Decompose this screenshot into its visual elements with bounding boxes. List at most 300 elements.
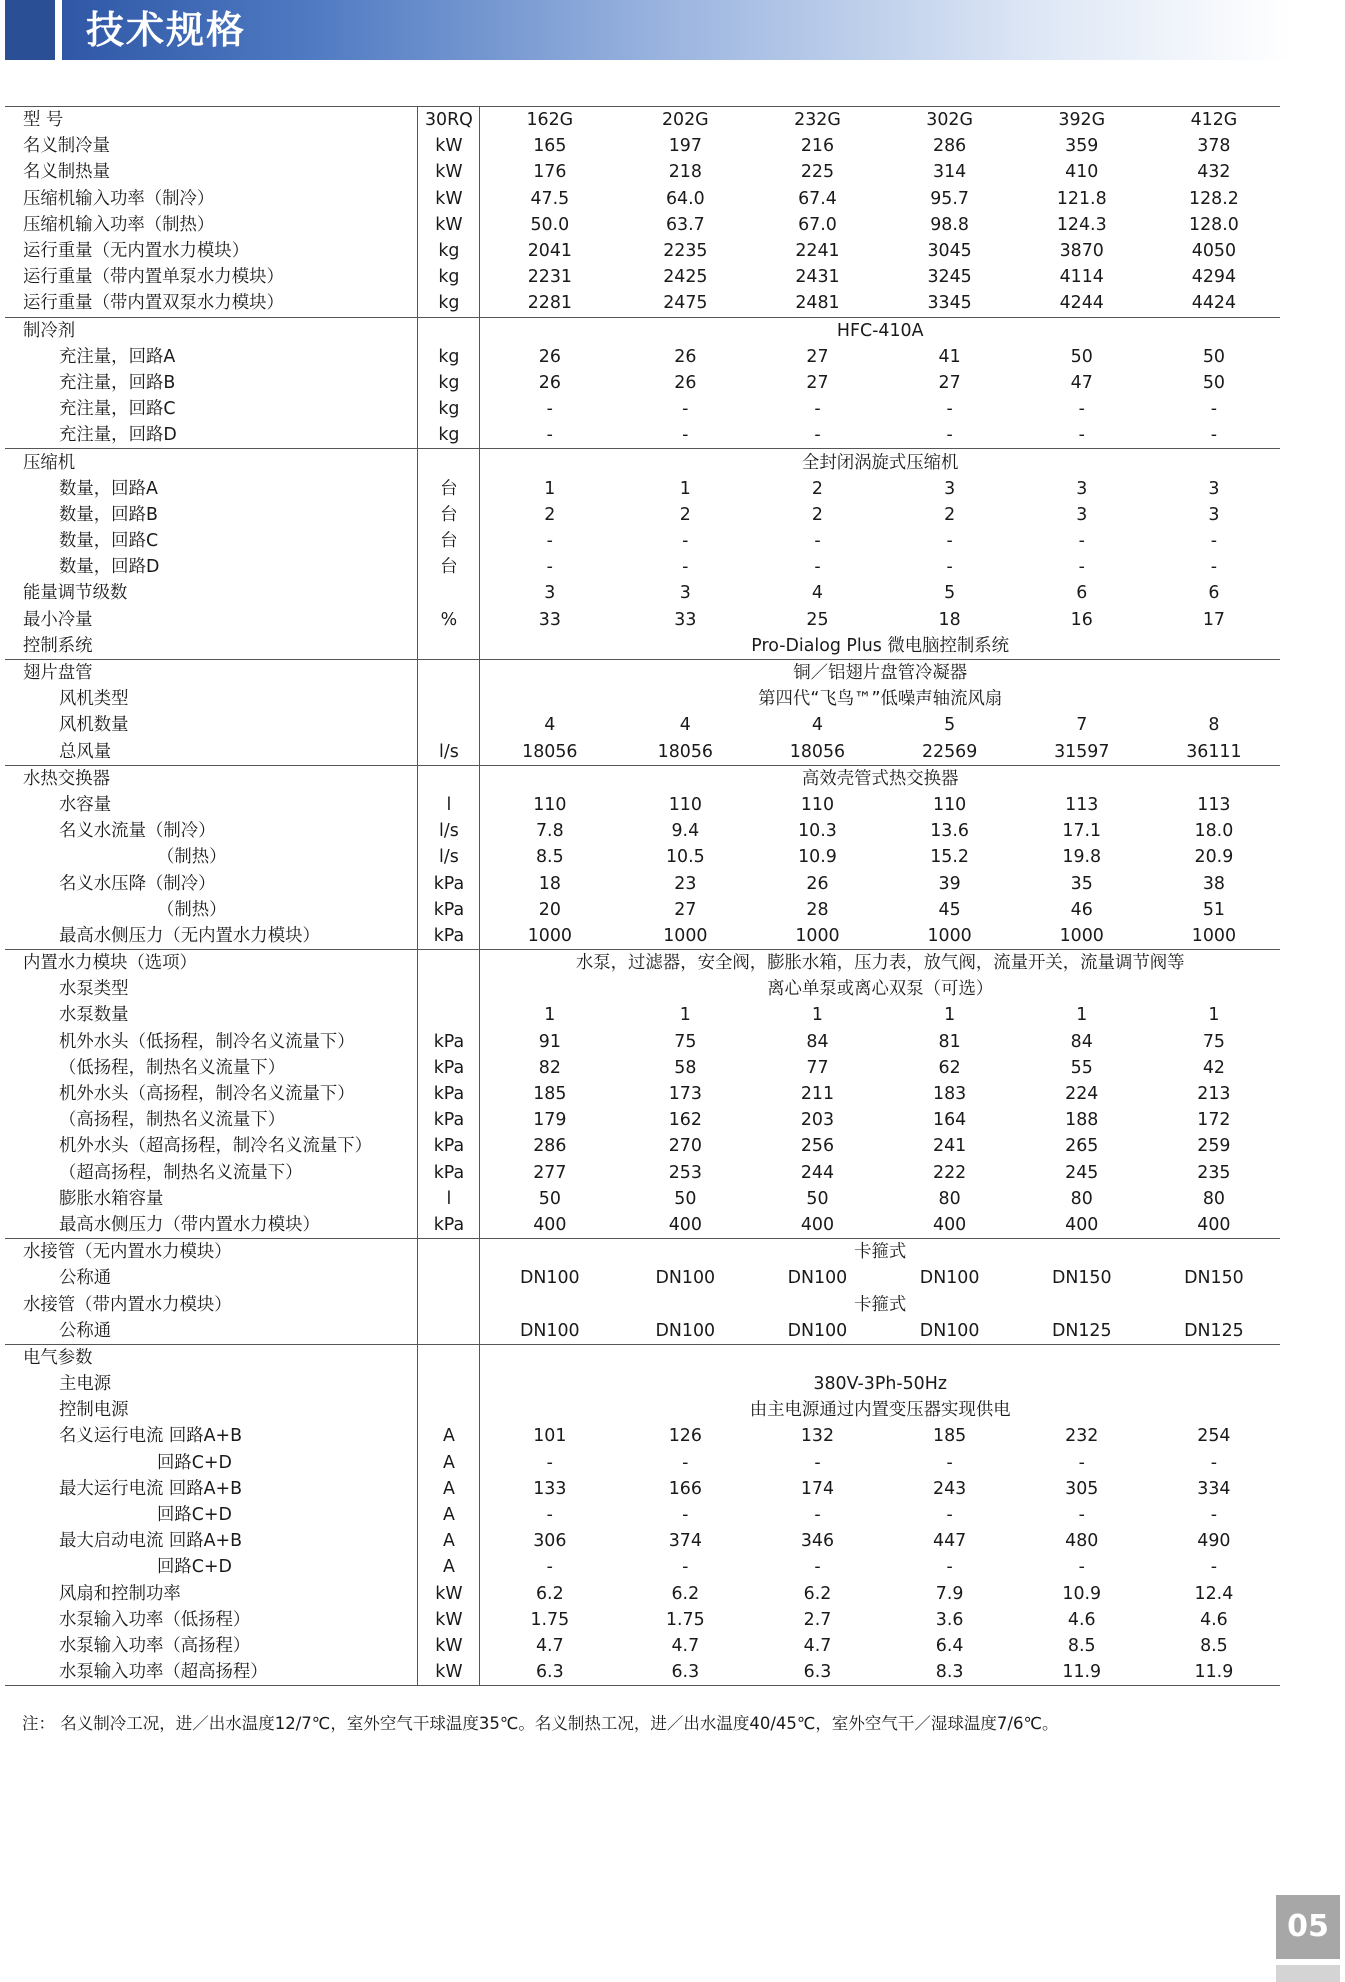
cell-value: 314 [933,162,967,183]
cell-value: 277 [533,1162,567,1183]
cell-value: 26 [674,372,697,393]
table-row [5,870,1280,896]
row-unit: 台 [418,554,480,580]
cell-value: 1 [679,1005,691,1026]
table-row [5,659,1280,686]
cell-value: 3245 [927,267,972,288]
cell-value: 3 [1208,504,1220,525]
cell-value: 3 [1208,478,1220,499]
row-unit: A [418,1554,480,1580]
cell-value: 183 [933,1084,967,1105]
row-unit [418,1265,480,1291]
row-unit: kg [418,238,480,264]
cell-value: 133 [533,1478,567,1499]
table-row [5,792,1280,818]
cell-value: 4.7 [803,1635,832,1656]
cell-value: 20.9 [1194,847,1234,868]
table-row [5,1659,1280,1686]
row-unit [418,449,480,476]
table-row [5,186,1280,212]
table-row [5,1476,1280,1502]
cell-value: - [682,557,689,578]
cell-value: 410 [1065,162,1099,183]
cell-value: - [546,1452,553,1473]
cell-value: DN100 [919,1320,980,1341]
cell-value: 4294 [1191,267,1237,288]
table-row [5,1633,1280,1659]
row-unit: kPa [418,1029,480,1055]
cell-value: 13.6 [930,821,969,842]
row-label: （低扬程，制热名义流量下） [59,1057,286,1078]
row-label: 压缩机 [5,449,418,476]
cell-value: 95.7 [930,188,969,209]
cell-value: 81 [938,1031,961,1052]
row-unit: kW [418,1581,480,1607]
cell-value: 7 [1076,715,1088,736]
row-label: 总风量 [59,741,112,762]
row-label: （制热） [157,847,227,868]
cell-value: 232 [1065,1426,1099,1447]
cell-value: - [682,425,689,446]
cell-value: 374 [668,1531,702,1552]
cell-value: DN100 [787,1268,848,1289]
spanned-value: 由主电源通过内置变压器实现供电 [749,1400,1011,1421]
row-label: 充注量，回路D [59,425,177,446]
row-unit: kg [418,344,480,370]
table-row [5,554,1280,580]
cell-value: - [682,531,689,552]
cell-value: 80 [1202,1188,1225,1209]
cell-value: 26 [538,372,561,393]
cell-value: - [546,425,553,446]
cell-value: 98.8 [930,214,969,235]
row-unit: kPa [418,1081,480,1107]
cell-value: - [682,1557,689,1578]
cell-value: - [1078,531,1085,552]
cell-value: - [814,557,821,578]
table-row [5,765,1280,792]
cell-value: 26 [674,346,697,367]
cell-value: DN150 [1184,1268,1244,1289]
cell-value: 400 [668,1214,702,1235]
cell-value: 67.0 [798,214,837,235]
row-unit: kW [418,1633,480,1659]
cell-value: - [814,1505,821,1526]
cell-value: 1 [1208,1005,1220,1026]
row-unit: A [418,1528,480,1554]
row-label: 回路C+D [157,1505,232,1526]
cell-value: 101 [533,1426,567,1447]
series-label: 30RQ [418,107,480,134]
cell-value: 1000 [1191,925,1237,946]
cell-value: 1000 [795,925,840,946]
table-row [5,344,1280,370]
cell-value: - [1078,425,1085,446]
cell-value: 216 [800,136,835,157]
cell-value: 334 [1197,1478,1231,1499]
cell-value: 10.3 [798,821,837,842]
cell-value: - [546,531,553,552]
cell-value: 166 [668,1478,702,1499]
row-unit: kPa [418,923,480,950]
cell-value: 4050 [1191,241,1237,262]
footnote: 注： 名义制冷工况，进／出水温度12/7℃，室外空气干球温度35℃。名义制热工况，进／出水温度40/45℃，室外空气干／湿球温度7/6℃。 [22,1714,1059,1733]
cell-value: 400 [1065,1214,1099,1235]
cell-value: 179 [533,1110,567,1131]
cell-value: DN150 [1051,1268,1112,1289]
cell-value: 2475 [663,293,708,314]
table-row [5,950,1280,977]
cell-value: 110 [533,794,567,815]
cell-value: 1 [944,1005,956,1026]
row-label: 控制系统 [23,635,93,656]
row-unit: kW [418,212,480,238]
cell-value: 84 [806,1031,829,1052]
cell-value: - [946,531,953,552]
cell-value: - [1210,531,1218,552]
cell-value: 172 [1197,1110,1231,1131]
cell-value: 124.3 [1056,214,1107,235]
row-label: 充注量，回路A [59,346,176,367]
cell-value: 4 [544,715,556,736]
cell-value: 27 [938,372,961,393]
cell-value: 10.5 [665,847,705,868]
row-label: 充注量，回路B [59,372,176,393]
cell-value: 235 [1197,1162,1231,1183]
cell-value: 91 [538,1031,561,1052]
table-row [5,1397,1280,1423]
cell-value: 1 [1076,1005,1088,1026]
cell-value: 18.0 [1194,821,1234,842]
cell-value: 39 [938,873,961,894]
table-row [5,1029,1280,1055]
cell-value: 46 [1070,899,1093,920]
row-unit [418,686,480,712]
cell-value: - [946,399,953,420]
cell-value: 42 [1202,1057,1225,1078]
row-unit [418,633,480,660]
table-row [5,1291,1280,1317]
cell-value: 25 [806,609,829,630]
cell-value: 213 [1197,1084,1231,1105]
cell-value: 17 [1202,609,1225,630]
row-label: （制热） [157,899,227,920]
table-row [5,580,1280,606]
row-unit [418,712,480,738]
cell-value: 27 [806,372,829,393]
cell-value: - [1078,557,1085,578]
cell-value: 359 [1065,136,1099,157]
cell-value: - [814,1452,821,1473]
cell-value: 50.0 [530,214,570,235]
cell-value: 11.9 [1148,1659,1280,1686]
cell-value: DN125 [1184,1320,1244,1341]
row-label: 名义水压降（制冷） [59,873,216,894]
row-label: 制冷剂 [5,317,418,344]
table-row [5,502,1280,528]
cell-value: 20 [538,899,561,920]
row-unit: kPa [418,870,480,896]
model-header: 412G [1148,107,1280,134]
cell-value: - [1210,425,1218,446]
cell-value: 305 [1065,1478,1099,1499]
spanned-value: Pro-Dialog Plus 微电脑控制系统 [751,635,1010,656]
table-row [5,607,1280,633]
cell-value: 270 [668,1136,702,1157]
cell-value: 1.75 [665,1609,705,1630]
row-unit: kW [418,1607,480,1633]
cell-value: 306 [533,1531,567,1552]
spec-table [5,106,1280,1686]
row-unit [418,659,480,686]
cell-value: 225 [800,162,835,183]
cell-value: DN100 [520,1320,580,1341]
cell-value: - [814,425,821,446]
cell-value: 286 [933,136,967,157]
cell-value: 4.7 [671,1635,700,1656]
cell-value: 188 [1065,1110,1099,1131]
cell-value: 432 [1197,162,1231,183]
cell-value: 185 [933,1426,967,1447]
cell-value: 27 [674,899,697,920]
cell-value: 222 [933,1162,967,1183]
row-unit [418,765,480,792]
cell-value: 245 [1065,1162,1099,1183]
row-unit: kW [418,1659,480,1686]
cell-value: 165 [533,136,567,157]
table-row [5,1318,1280,1345]
row-label: 控制电源 [59,1400,129,1421]
cell-value: - [546,1505,553,1526]
row-unit: A [418,1502,480,1528]
cell-value: 176 [533,162,567,183]
row-label: 名义水流量（制冷） [59,821,216,842]
cell-value: 17.1 [1062,821,1102,842]
cell-value: - [546,399,553,420]
row-unit: l/s [418,844,480,870]
cell-value: 164 [933,1110,967,1131]
row-label: 主电源 [59,1374,112,1395]
model-header: 162G [480,107,619,134]
cell-value: 110 [800,794,835,815]
cell-value: 19.8 [1062,847,1102,868]
cell-value: DN100 [520,1268,580,1289]
row-unit: kPa [418,1055,480,1081]
cell-value: 256 [800,1136,835,1157]
row-label: 数量，回路C [59,531,159,552]
row-label: 压缩机输入功率（制冷） [23,188,215,209]
row-label: 最大运行电流 回路A+B [59,1478,243,1499]
table-row [5,449,1280,476]
spanned-value: 水泵，过滤器，安全阀，膨胀水箱，压力表，放气阀，流量开关，流量调节阀等 [480,950,1280,977]
row-label: 数量，回路A [59,478,158,499]
row-label: 风机数量 [59,715,129,736]
row-label: 回路C+D [157,1557,232,1578]
cell-value: 259 [1197,1136,1231,1157]
cell-value: 121.8 [1056,188,1107,209]
cell-value: 490 [1197,1531,1231,1552]
cell-value: 203 [800,1110,835,1131]
cell-value: 50 [806,1188,829,1209]
cell-value: - [814,399,821,420]
cell-value: 218 [668,162,702,183]
cell-value: 3345 [927,293,972,314]
cell-value: 4.6 [1067,1609,1096,1630]
cell-value: 241 [933,1136,967,1157]
row-label: 机外水头（高扬程，制冷名义流量下） [59,1084,355,1105]
cell-value: - [1210,557,1218,578]
cell-value: 1000 [1059,925,1104,946]
cell-value: 174 [800,1478,835,1499]
row-unit: kg [418,370,480,396]
cell-value: 1000 [927,925,972,946]
row-label: 水泵输入功率（超高扬程） [5,1659,418,1686]
cell-value: 162 [668,1110,702,1131]
cell-value: DN100 [655,1268,716,1289]
page-number: 05 [1287,1909,1329,1944]
cell-value: 36111 [1186,741,1242,762]
table-row [5,1450,1280,1476]
cell-value: 50 [538,1188,561,1209]
spanned-value [480,1344,1280,1371]
cell-value: 3870 [1059,241,1104,262]
row-label: 最小冷量 [23,609,93,630]
cell-value: 4 [679,715,691,736]
table-row [5,923,1280,950]
cell-value: 18056 [522,741,578,762]
cell-value: 50 [1202,346,1225,367]
row-unit [418,317,480,344]
row-label: 数量，回路B [59,504,158,525]
cell-value: 27 [806,346,829,367]
row-unit: A [418,1423,480,1449]
model-header: 202G [619,107,751,134]
cell-value: 2041 [527,241,572,262]
cell-value: 6.2 [803,1583,832,1604]
header-accent-bar [5,0,55,60]
table-row [5,1239,1280,1266]
row-label: 水泵类型 [59,979,129,1000]
cell-value: 253 [668,1162,702,1183]
row-unit: kg [418,290,480,317]
cell-value: 7.9 [935,1583,964,1604]
cell-value: 6.4 [935,1635,964,1656]
cell-value: 3 [1076,504,1088,525]
row-label: 风机类型 [59,689,129,710]
model-header: 232G [751,107,883,134]
row-label: 运行重量（无内置水力模块） [23,241,250,262]
cell-value: 126 [668,1426,702,1447]
row-label: 最大启动电流 回路A+B [59,1531,243,1552]
cell-value: 5 [944,583,956,604]
cell-value: 75 [674,1031,697,1052]
cell-value: - [682,399,689,420]
spanned-value: 离心单泵或离心双泵（可选） [767,979,994,1000]
cell-value: 28 [806,899,829,920]
cell-value: 55 [1070,1057,1093,1078]
row-label: 运行重量（带内置双泵水力模块） [23,293,284,314]
cell-value: 1000 [527,925,572,946]
cell-value: 33 [674,609,697,630]
cell-value: 3 [544,583,556,604]
row-unit: kW [418,159,480,185]
cell-value: - [1078,1557,1085,1578]
cell-value: 51 [1202,899,1225,920]
cell-value: 2281 [527,293,572,314]
row-unit [418,950,480,977]
table-row [5,1581,1280,1607]
table-row [5,476,1280,502]
row-label: 翅片盘管 [5,659,418,686]
spanned-value: HFC-410A [480,317,1280,344]
row-unit [418,1344,480,1371]
cell-value: 6.2 [535,1583,564,1604]
cell-value: 128.2 [1189,188,1239,209]
row-label: 能量调节级数 [23,583,128,604]
table-row [5,1528,1280,1554]
cell-value: 113 [1197,794,1231,815]
row-unit: A [418,1476,480,1502]
cell-value: - [946,425,953,446]
row-unit: kW [418,133,480,159]
table-row [5,264,1280,290]
cell-value: 243 [933,1478,967,1499]
row-label: 数量，回路D [59,557,160,578]
cell-value: 12.4 [1194,1583,1234,1604]
cell-value: 286 [533,1136,567,1157]
cell-value: 9.4 [671,821,700,842]
row-label: 水容量 [59,794,112,815]
cell-value: 265 [1065,1136,1099,1157]
cell-value: 58 [674,1057,697,1078]
cell-value: 3 [679,583,691,604]
table-row [5,818,1280,844]
cell-value: 400 [533,1214,567,1235]
row-unit [418,976,480,1002]
cell-value: 2.7 [803,1609,832,1630]
cell-value: 4.7 [535,1635,564,1656]
cell-value: 2 [944,504,956,525]
row-unit [418,1371,480,1397]
cell-value: 31597 [1054,741,1110,762]
cell-value: 8.5 [1067,1635,1096,1656]
cell-value: 3 [944,478,956,499]
cell-value: 8 [1208,715,1220,736]
cell-value: 26 [806,873,829,894]
cell-value: 80 [1070,1188,1093,1209]
row-unit [418,1397,480,1423]
cell-value: 82 [538,1057,561,1078]
cell-value: 6.2 [671,1583,700,1604]
table-row [5,1607,1280,1633]
cell-value: 2 [679,504,691,525]
cell-value: 5 [944,715,956,736]
table-row [5,1554,1280,1580]
cell-value: 22569 [921,741,978,762]
cell-value: - [546,557,553,578]
cell-value: - [814,1557,821,1578]
cell-value: 38 [1202,873,1225,894]
cell-value: 3.6 [935,1609,964,1630]
cell-value: 47.5 [530,188,570,209]
table-row [5,317,1280,344]
row-label: 回路C+D [157,1452,232,1473]
table-row [5,1265,1280,1291]
cell-value: 1 [679,478,691,499]
cell-value: 45 [938,899,961,920]
table-row [5,686,1280,712]
spanned-value: 全封闭涡旋式压缩机 [480,449,1280,476]
